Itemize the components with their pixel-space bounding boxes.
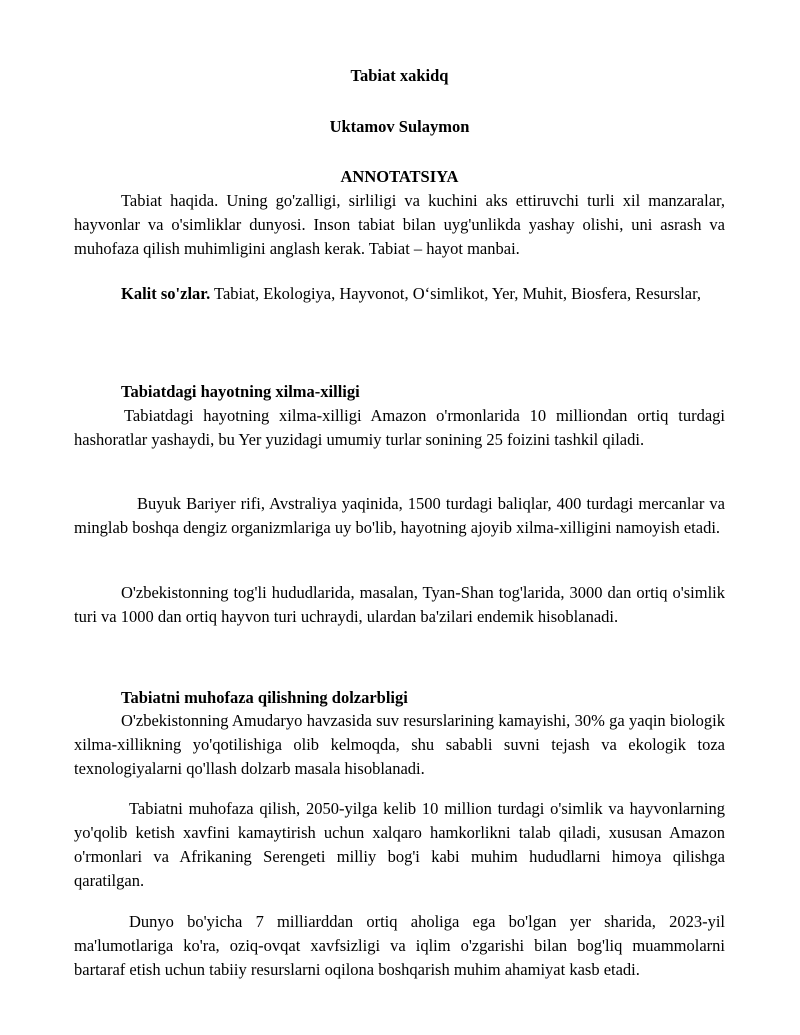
section1-paragraph-1: Tabiatdagi hayotning xilma-xilligi Amazon o'rmonlarida 10 milliondan ortiq turdagi hashoratlar yashaydi, bu Yer yuzidagi umumiy turlar sonining 25 foizini tashkil qiladi. (74, 406, 725, 449)
section2-paragraph-1: O'zbekistonning Amudaryo havzasida suv resurslarining kamayishi, 30% ga yaqin biologik xilma-xillikning yo'qotilishiga olib kelmoqda, shu sababli suvni tejash va ekologik toza texnologiyalarni qo'llash dolzarb masala hisoblanadi. (74, 711, 725, 778)
section1-heading: Tabiatdagi hayotning xilma-xilligi (121, 382, 360, 401)
keywords-label: Kalit so'zlar. (121, 284, 211, 303)
annotation-text: Tabiat haqida. Uning go'zalligi, sirliligi va kuchini aks ettiruvchi turli xil manzaralar, hayvonlar va o'simliklar dunyosi. Inson tabiat bilan uyg'unlikda yashay olishi, uni asrash va muhofaza qilish muhimligini anglash kerak. Tabiat – hayot manbai. (74, 191, 725, 258)
keywords-paragraph (74, 282, 725, 306)
section1-paragraph-3: O'zbekistonning tog'li hududlarida, masalan, Tyan-Shan tog'larida, 3000 dan ortiq o'simlik turi va 1000 dan ortiq hayvon turi uchraydi, ulardan ba'zilari endemik hisoblanadi. (74, 583, 725, 626)
section2-heading: Tabiatni muhofaza qilishning dolzarbligi (121, 688, 408, 707)
section2-paragraph-2: Tabiatni muhofaza qilish, 2050-yilga kelib 10 million turdagi o'simlik va hayvonlarning yo'qolib ketish xavfini kamaytirish uchun xalqaro hamkorlikni talab qiladi, xususan Amazon o'rmonlari va Afrikaning Serengeti milliy bog'i kabi muhim hududlarni himoya qilishga qaratilgan. (74, 799, 725, 890)
document-title: Tabiat xakidq (350, 66, 449, 85)
annotation-heading: ANNOTATSIYA (340, 167, 459, 186)
section2-paragraph-3: Dunyo bo'yicha 7 milliarddan ortiq aholiga ega bo'lgan yer sharida, 2023-yil ma'lumotlariga ko'ra, oziq-ovqat xavfsizligi va iqlim o'zgarishi bilan bog'liq muammolarni bartaraf etish uchun tabiiy resurslarni oqilona boshqarish muhim ahamiyat kasb etadi. (74, 912, 725, 979)
document-author: Uktamov Sulaymon (329, 117, 470, 136)
section1-paragraph-2: Buyuk Bariyer rifi, Avstraliya yaqinida, 1500 turdagi baliqlar, 400 turdagi mercanlar va minglab boshqa dengiz organizmlariga uy bo'lib, hayotning ajoyib xilma-xilligini namoyish etadi. (74, 494, 725, 537)
keywords-text: Tabiat, Ekologiya, Hayvonot, O‘simlikot, Yer, Muhit, Biosfera, Resurslar, (210, 284, 702, 303)
